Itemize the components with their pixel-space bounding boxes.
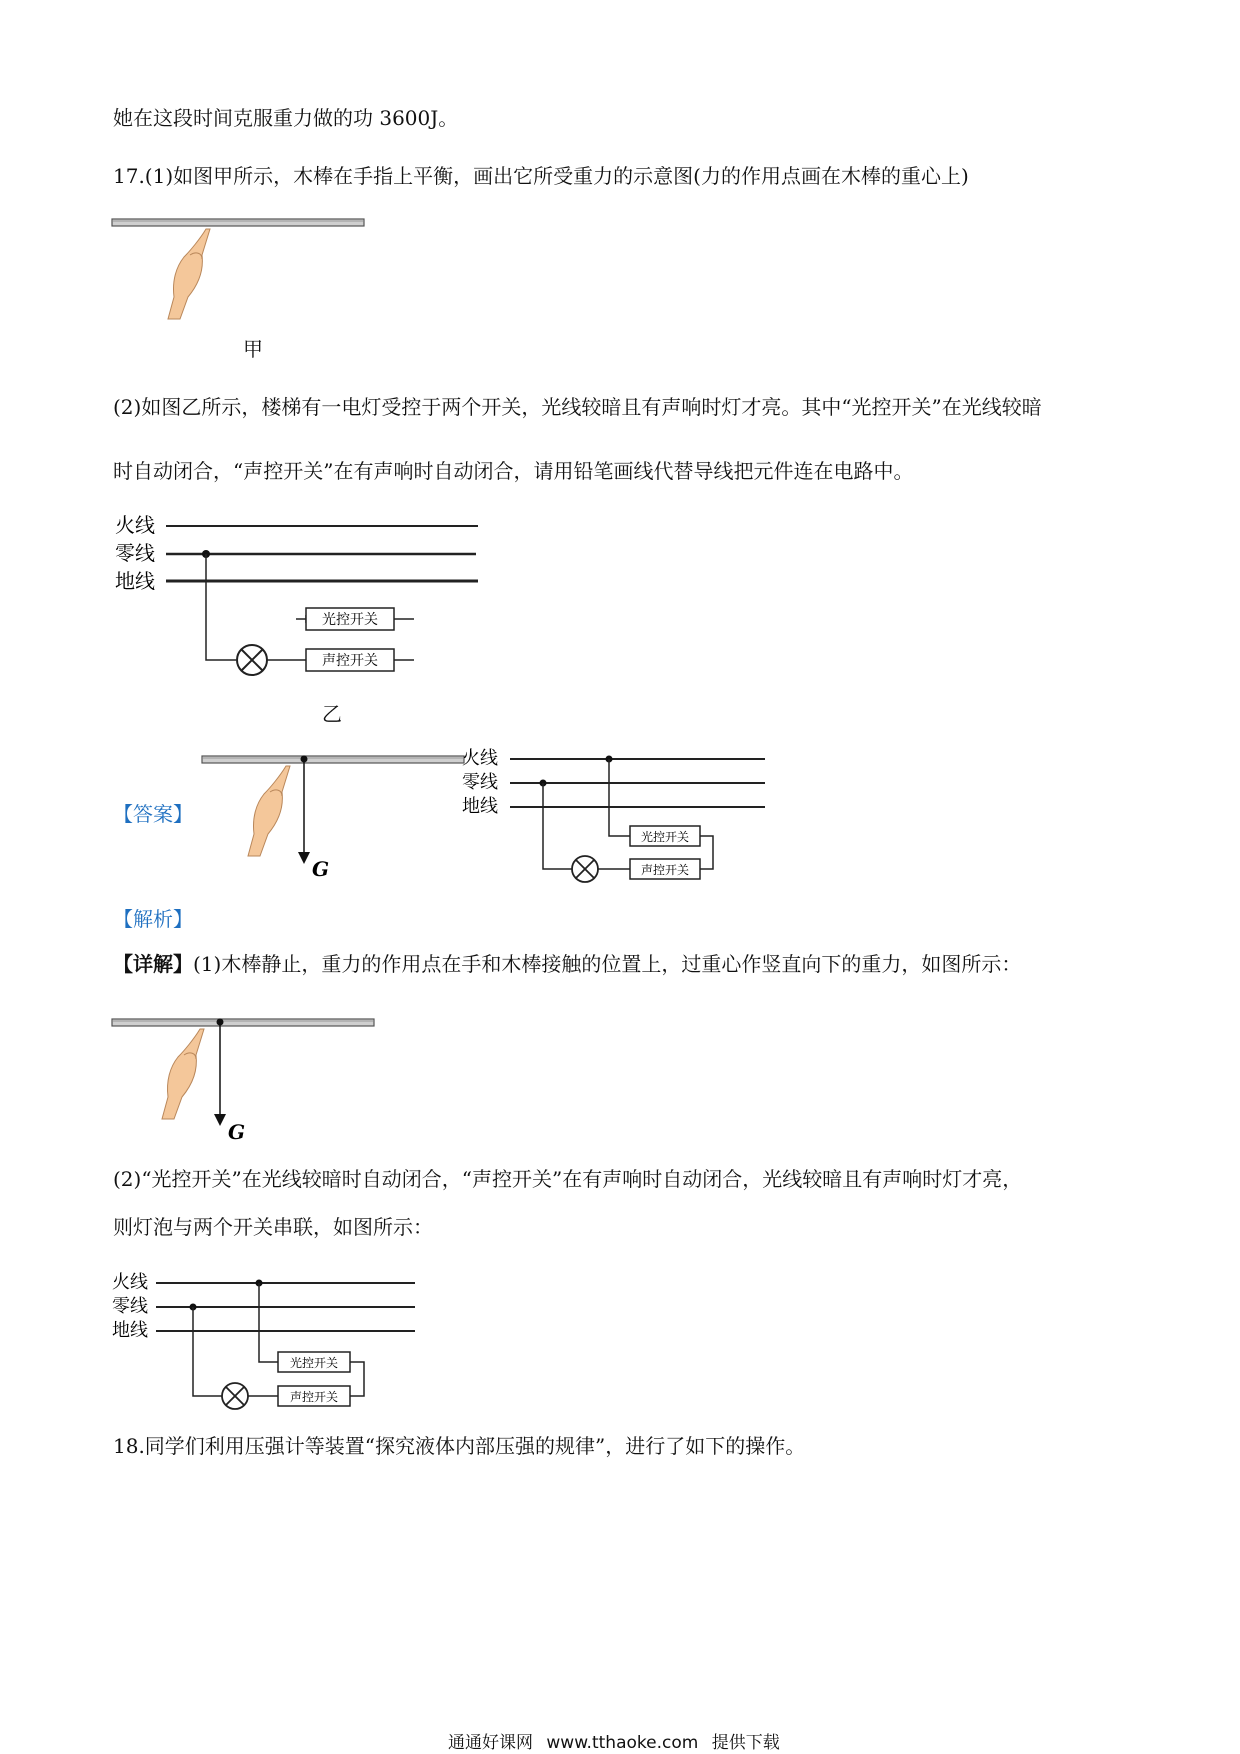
light-control-switch [306, 608, 414, 630]
detail-text: (1)木棒静止，重力的作用点在手和木棒接触的位置上，过重心作竖直向下的重力，如图所示： [193, 952, 1022, 976]
figure-yi-caption: 乙 [322, 702, 342, 726]
wooden-stick [112, 1019, 374, 1026]
footer-suffix: 提供下载 [711, 1733, 780, 1753]
answer-tag: 【答案】 [113, 802, 193, 826]
wooden-stick [202, 756, 464, 763]
wooden-stick [112, 219, 364, 226]
detail-figure-circuit [110, 1268, 430, 1418]
label-neutral-wire: 零线 [462, 772, 498, 793]
sound-switch-label: 声控开关 [289, 1390, 339, 1404]
analysis-tag: 【解析】 [113, 907, 193, 931]
sound-control-switch [306, 649, 414, 671]
light-switch-label: 光控开关 [289, 1356, 339, 1370]
detail-part2-line2: 则灯泡与两个开关串联，如图所示： [113, 1215, 433, 1239]
detail-tag: 【详解】 [113, 952, 193, 976]
text-previous-answer: 她在这段时间克服重力做的功 3600J。 [113, 106, 459, 130]
gravity-label: G [228, 1120, 246, 1144]
figure-jia-caption: 甲 [243, 337, 263, 361]
hand-icon [162, 1029, 204, 1119]
answer-figure-gravity [200, 752, 470, 882]
detail-part2-line1: (2)“光控开关”在光线较暗时自动闭合，“声控开关”在有声响时自动闭合，光线较暗且有声响时灯才亮， [113, 1167, 1023, 1191]
footer-url[interactable]: www.tthaoke.com [546, 1733, 699, 1753]
label-live-wire: 火线 [462, 748, 498, 769]
label-ground-wire: 地线 [115, 569, 155, 593]
hand-icon [168, 229, 210, 319]
footer [448, 1728, 780, 1753]
label-neutral-wire: 零线 [112, 1296, 148, 1317]
sound-switch-label: 声控开关 [640, 863, 690, 877]
label-neutral-wire: 零线 [115, 541, 155, 565]
label-ground-wire: 地线 [112, 1320, 148, 1341]
q18-text: 18.同学们利用压强计等装置“探究液体内部压强的规律”，进行了如下的操作。 [113, 1434, 806, 1458]
light-switch-label: 光控开关 [322, 612, 378, 628]
q17-part2-line2: 时自动闭合，“声控开关”在有声响时自动闭合，请用铅笔画线代替导线把元件连在电路中。 [113, 459, 914, 483]
lamp-icon [222, 1383, 248, 1409]
label-live-wire: 火线 [115, 513, 155, 537]
label-ground-wire: 地线 [462, 796, 498, 817]
light-switch-label: 光控开关 [640, 830, 690, 844]
figure-yi-circuit [110, 510, 490, 685]
footer-site-name: 通通好课网 [448, 1733, 533, 1753]
label-live-wire: 火线 [112, 1272, 148, 1293]
hand-icon [248, 766, 290, 856]
answer-figure-circuit [460, 745, 770, 890]
q17-part1-text: 17.(1)如图甲所示，木棒在手指上平衡，画出它所受重力的示意图(力的作用点画在木棒的重心上) [113, 164, 969, 188]
figure-jia-stick-on-finger [110, 215, 370, 325]
sound-switch-label: 声控开关 [322, 653, 378, 669]
detail-figure-gravity [110, 1015, 380, 1145]
lamp-icon [237, 645, 267, 675]
gravity-label: G [312, 857, 330, 881]
q17-part2-line1: (2)如图乙所示，楼梯有一电灯受控于两个开关，光线较暗且有声响时灯才亮。其中“光控开关”在光线较暗 [113, 395, 1042, 419]
lamp-icon [572, 856, 598, 882]
detail-line1 [113, 950, 1021, 978]
